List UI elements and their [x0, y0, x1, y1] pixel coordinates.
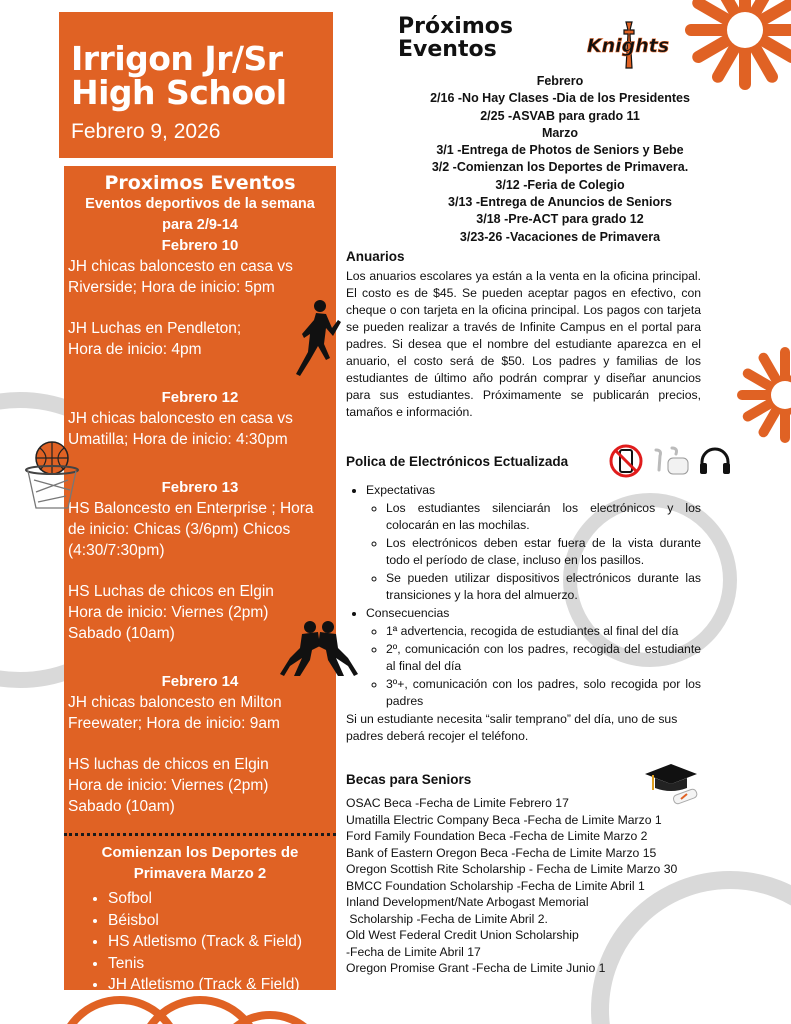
day-heading-feb14: Febrero 14 [161, 673, 239, 690]
list-item: 3/12 -Feria de Colegio [495, 177, 625, 192]
newsletter-date: Febrero 9, 2026 [71, 120, 221, 143]
list-item: Ford Family Foundation Beca -Fecha de Limite Marzo 2 [346, 829, 648, 843]
school-name: Irrigon Jr/Sr High School [71, 39, 287, 112]
list-item: -Fecha de Limite Abril 17 [346, 944, 481, 959]
list-item: 3/2 -Comienzan los Deportes de Primavera. [431, 160, 689, 175]
list-item: • Sofbol [108, 888, 332, 910]
expectations-label: Expectativas [366, 483, 436, 497]
upcoming-events-title: Próximos Eventos [398, 14, 513, 62]
event-feb13-2a: HS Luchas de chicos en Elgin [68, 583, 274, 600]
list-item: ◦ Los estudiantes silenciarán los electrónicos y los colocarán en las mochilas. [386, 500, 701, 534]
school-title-box [59, 12, 333, 158]
event-feb10-2b: Hora de inicio: 4pm [68, 341, 202, 358]
list-item: ◦ 3º+, comunicación con los padres, solo recogida por los padres [386, 676, 701, 710]
list-item: • Tenis [108, 953, 332, 975]
spring-sports-list [68, 888, 332, 996]
basketball-hoop-icon [24, 440, 80, 512]
event-feb13-2c: Sabado (10am) [68, 625, 175, 642]
list-item: 2/25 -ASVAB para grado 11 [480, 108, 640, 123]
yearbook-title: Anuarios [346, 249, 405, 264]
list-item: Oregon Scottish Rite Scholarship - Fecha de Limite Marzo 30 [346, 862, 678, 876]
earbuds-icon [650, 446, 690, 478]
list-item: 3/18 -Pre-ACT para grado 12 [476, 212, 644, 227]
event-feb10-1: JH chicas baloncesto en casa vs Riverside; Hora de inicio: 5pm [68, 258, 293, 296]
list-item: • JH Atletismo (Track & Field) [108, 974, 332, 996]
day-heading-feb13: Febrero 13 [161, 479, 239, 496]
headphones-icon [698, 446, 732, 476]
policy-title: Polica de Electrónicos Ectualizada [346, 454, 569, 469]
list-item: ◦ Se pueden utilizar dispositivos electrónicos durante las transiciones y la hora del almuerzo. [386, 570, 701, 604]
list-item: 3/13 -Entrega de Anuncios de Seniors [448, 195, 672, 210]
consequences-label: Consecuencias [366, 606, 450, 620]
list-item: Bank of Eastern Oregon Beca -Fecha de Limite Marzo 15 [346, 845, 657, 860]
event-feb14-1: JH chicas baloncesto en Milton Freewater; Hora de inicio: 9am [68, 694, 282, 732]
left-subtitle: Eventos deportivos de la semana para 2/9-14 [85, 196, 315, 233]
event-feb13-2b: Hora de inicio: Viernes (2pm) [68, 604, 269, 621]
yearbook-section [346, 248, 701, 421]
list-item: ◦ 2º, comunicación con los padres, recogida del estudiante al final del día [386, 641, 701, 675]
scholarships-title: Becas para Seniors [346, 772, 472, 787]
graduation-cap-icon [643, 762, 699, 806]
list-item: • Béisbol [108, 910, 332, 932]
list-item: Oregon Promise Grant -Fecha de Limite Junio 1 [346, 961, 606, 975]
weekly-events-panel [64, 166, 336, 993]
event-feb12-1: JH chicas baloncesto en casa vs Umatilla; Hora de inicio: 4:30pm [68, 410, 293, 448]
event-feb13-1: HS Baloncesto en Enterprise ; Hora de inicio: Chicas (3/6pm) Chicos (4:30/7:30pm) [68, 500, 314, 559]
list-item: 3/1 -Entrega de Photos de Seniors y Bebe [436, 143, 684, 158]
event-feb14-2b: Hora de inicio: Viernes (2pm) [68, 777, 269, 794]
list-item: Febrero [536, 74, 584, 88]
policy-note: Si un estudiante necesita “salir temprano” del día, uno de sus padres deberá recojer el teléfono. [346, 712, 678, 743]
list-item: Umatilla Electric Company Beca -Fecha de Limite Marzo 1 [346, 812, 662, 827]
spring-sports-title: Comienzan los Deportes de Primavera Marzo 2 [101, 844, 299, 882]
day-heading-feb12: Febrero 12 [161, 389, 239, 406]
left-title: Proximos Eventos [104, 172, 296, 194]
list-item: 2/16 -No Hay Clases -Dia de los Presidentes [430, 91, 690, 106]
day-heading-feb10: Febrero 10 [161, 237, 239, 254]
list-item: BMCC Foundation Scholarship -Fecha de Limite Abril 1 [346, 878, 645, 893]
basketball-player-icon [290, 298, 342, 378]
event-feb14-2c: Sabado (10am) [68, 798, 175, 815]
yearbook-body: Los anuarios escolares ya están a la venta en la oficina principal. El costo es de $45. Se pueden aceptar pagos en efectivo, con cheque o con tarjeta en la oficina principal. Los pagos con tarjeta se pueden realizar a través de Infinite Campus en el portal para padres. Si desea que el nombre del estudiante aparezca en el anuario, el costo será de $50. Los padres y familias de los estudiantes de último año podrán comprar y diseñar anuncios para sus estudiantes. Próximamente se publicarán precios, tamaños e información. [346, 269, 701, 419]
list-item: OSAC Beca -Fecha de Limite Febrero 17 [346, 796, 569, 810]
upcoming-events-list [390, 73, 730, 246]
list-item [366, 482, 701, 604]
logo-text: Knights [586, 35, 670, 57]
list-item: Scholarship -Fecha de Limite Abril 2. [346, 911, 548, 926]
list-item: Old West Federal Credit Union Scholarship [346, 928, 579, 942]
list-item [366, 605, 701, 710]
no-phone-icon [608, 443, 644, 479]
electronics-policy-section [346, 453, 701, 745]
list-item: Marzo [541, 125, 579, 140]
list-item: • HS Atletismo (Track & Field) [108, 931, 332, 953]
knights-logo [582, 20, 674, 70]
event-feb14-2a: HS luchas de chicos en Elgin [68, 756, 269, 773]
dotted-divider [64, 833, 336, 836]
list-item: 3/23-26 -Vacaciones de Primavera [459, 229, 661, 244]
event-feb10-2a: JH Luchas en Pendleton; [68, 320, 242, 337]
list-item: ◦ Los electrónicos deben estar fuera de la vista durante todo el período de clase, incluso en los pasillos. [386, 535, 701, 569]
list-item: Inland Development/Nate Arbogast Memorial [346, 895, 589, 909]
list-item: ◦ 1ª advertencia, recogida de estudiantes al final del día [386, 623, 701, 640]
